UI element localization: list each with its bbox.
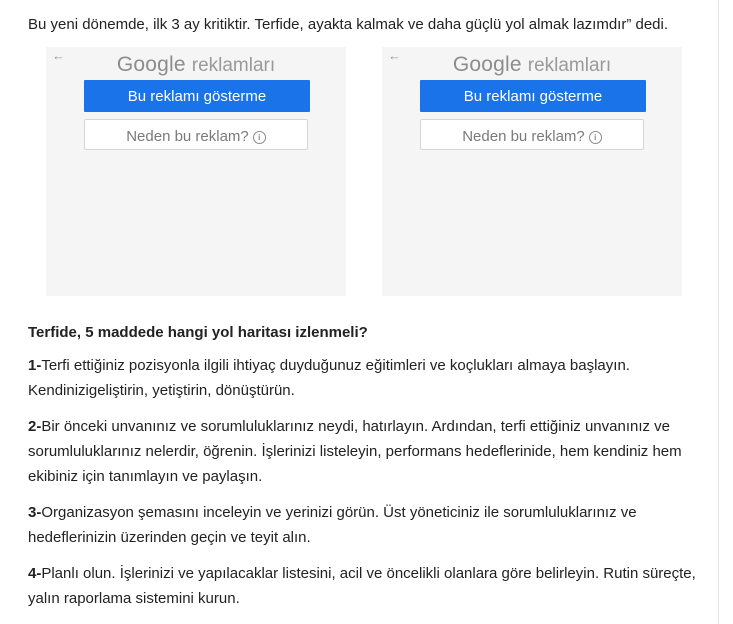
why-this-ad-label: Neden bu reklam? <box>462 128 585 145</box>
section-heading: Terfide, 5 maddede hangi yol haritası izlenmeli? <box>28 324 368 341</box>
back-arrow-icon[interactable]: ← <box>388 48 401 63</box>
item-text: Terfi ettiğiniz pozisyonla ilgili ihtiyaç duyduğunuz eğitimleri ve koçlukları almaya başlayın. Kendinizigeliştirin, yetiştirin, dönüştürün. <box>28 357 630 399</box>
ads-brand-suffix: reklamları <box>191 55 276 76</box>
list-item <box>28 561 708 611</box>
google-ads-logo <box>46 48 346 80</box>
google-brand-text: Google <box>452 53 522 76</box>
item-number: 4- <box>28 565 42 582</box>
why-this-ad-button[interactable] <box>84 119 308 150</box>
google-ads-logo <box>382 48 682 80</box>
content-divider <box>718 0 719 624</box>
hide-ad-button[interactable]: Bu reklamı gösterme <box>420 80 646 112</box>
item-number: 2- <box>28 418 42 435</box>
item-text: Organizasyon şemasını inceleyin ve yerinizi görün. Üst yöneticiniz ile sorumluluklarınız ve hedeflerinizin üzerinden geçin ve teyit alın. <box>28 504 637 546</box>
list-item <box>28 500 708 550</box>
google-ad-slot-left <box>46 47 346 296</box>
ads-brand-suffix: reklamları <box>527 55 612 76</box>
hide-ad-button[interactable]: Bu reklamı gösterme <box>84 80 310 112</box>
intro-paragraph: Bu yeni dönemde, ilk 3 ay kritiktir. Terfide, ayakta kalmak ve daha güçlü yol almak lazımdır” dedi. <box>28 16 669 33</box>
google-ad-slot-right <box>382 47 682 296</box>
why-this-ad-button[interactable] <box>420 119 644 150</box>
list-item <box>28 414 708 489</box>
why-this-ad-label: Neden bu reklam? <box>126 128 249 145</box>
article-body <box>28 322 708 622</box>
item-text: Planlı olun. İşlerinizi ve yapılacaklar listesini, acil ve öncelikli olanlara göre belirleyin. Rutin süreçte, yalın raporlama sistemini kurun. <box>28 565 696 607</box>
google-brand-text: Google <box>116 53 186 76</box>
info-icon: i <box>253 131 266 144</box>
item-number: 3- <box>28 504 42 521</box>
back-arrow-icon[interactable]: ← <box>52 48 65 63</box>
info-icon: i <box>589 131 602 144</box>
item-number: 1- <box>28 357 42 374</box>
item-text: Bir önceki unvanınız ve sorumluluklarınız neydi, hatırlayın. Ardından, terfi ettiğiniz unvanınız ve sorumluluklarınız nelerdir, öğrenin. İşlerinizi listeleyin, performans hedeflerinide, hem kendiniz hem ekibiniz için tanımlayın ve paylaşın. <box>28 418 682 485</box>
list-item <box>28 353 708 403</box>
